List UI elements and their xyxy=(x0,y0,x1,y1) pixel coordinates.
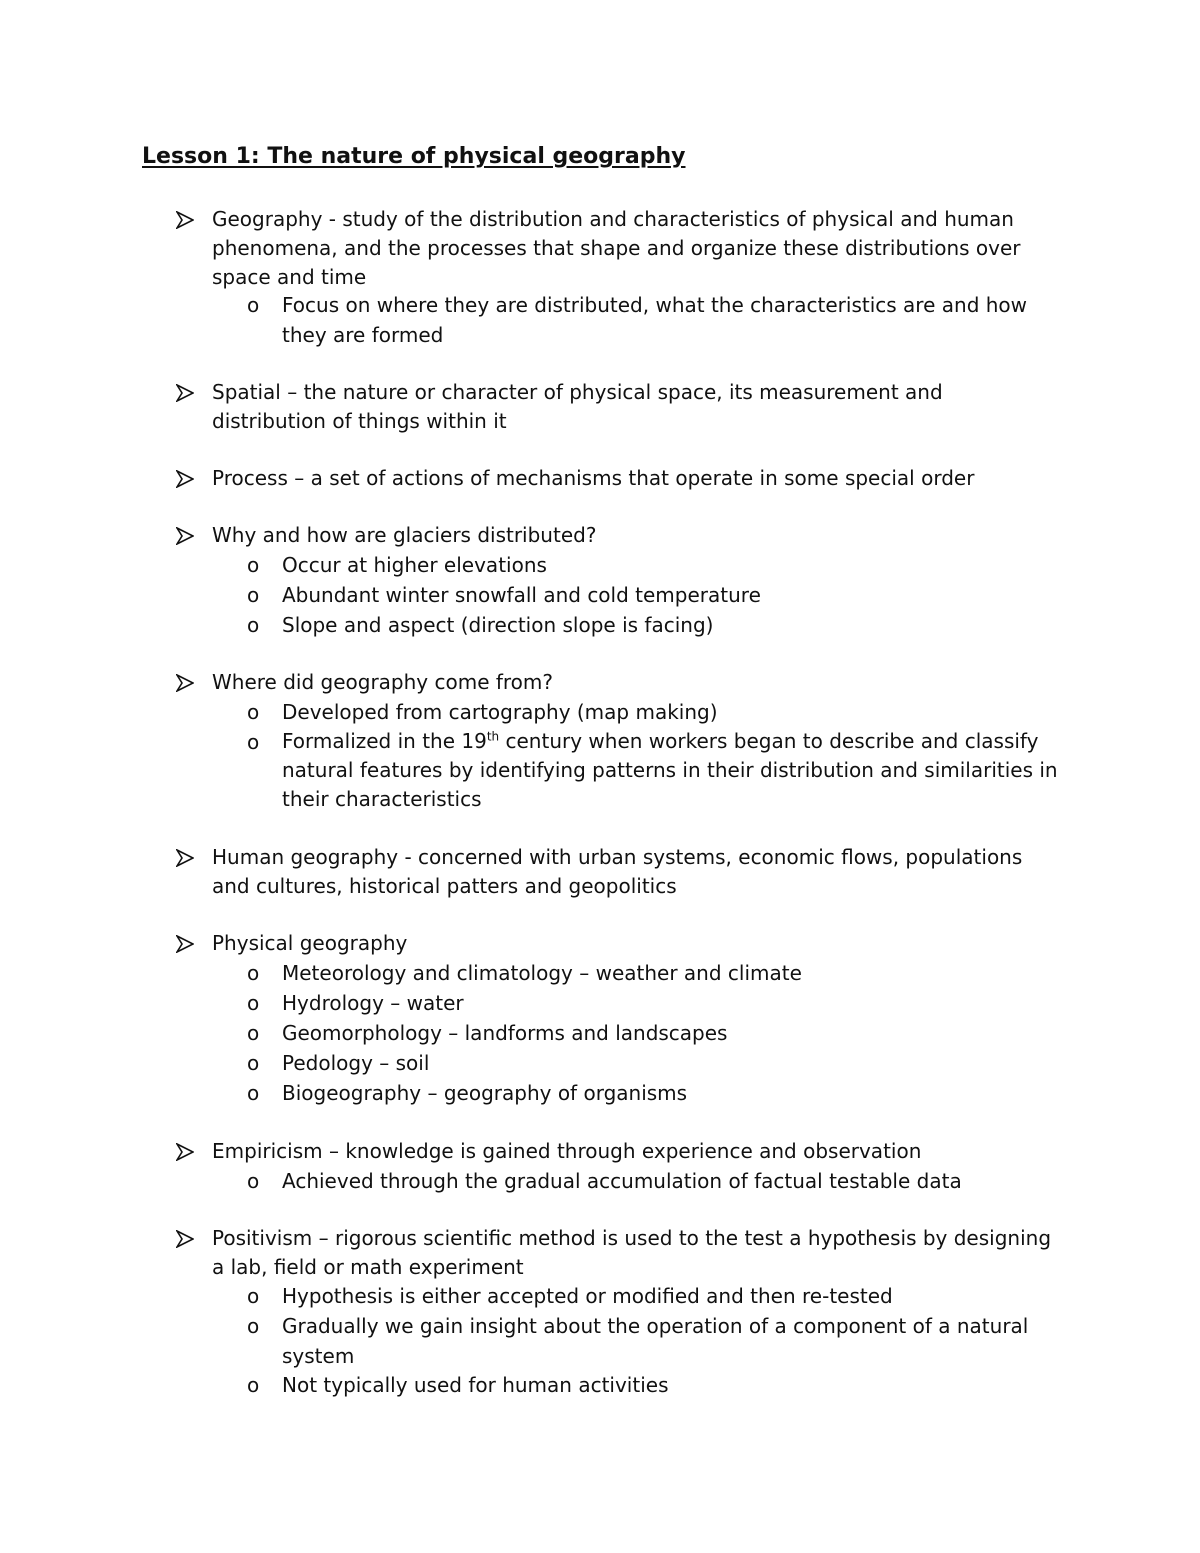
sub-item-text: Biogeography – geography of organisms xyxy=(282,1081,688,1105)
arrowhead-bullet-icon xyxy=(176,1230,196,1250)
circle-bullet-icon: o xyxy=(247,583,260,607)
sub-item-text: Pedology – soil xyxy=(282,1051,430,1075)
bullet-text: Empiricism – knowledge is gained through experience and observation xyxy=(212,1139,922,1163)
sub-item-text: Abundant winter snowfall and cold temperature xyxy=(282,583,761,607)
circle-bullet-icon: o xyxy=(247,991,260,1015)
arrowhead-bullet-icon xyxy=(176,211,196,231)
circle-bullet-icon: o xyxy=(247,700,260,724)
sub-item-text: Meteorology and climatology – weather and climate xyxy=(282,961,802,985)
bullet-text: Spatial – the nature or character of physical space, its measurement and distribution of things within it xyxy=(212,380,943,433)
arrowhead-bullet-icon xyxy=(176,674,196,694)
bullet-text: Positivism – rigorous scientific method is used to the test a hypothesis by designing a lab, field or math experiment xyxy=(212,1226,1052,1279)
formalized-text-end: century when workers began to describe and classify natural features by identifying patterns in their distribution and similarities in their characteristics xyxy=(282,729,1058,811)
arrowhead-bullet-icon xyxy=(176,527,196,547)
circle-bullet-icon: o xyxy=(247,553,260,577)
arrowhead-bullet-icon xyxy=(176,849,196,869)
circle-bullet-icon: o xyxy=(247,1021,260,1045)
sub-item-text xyxy=(282,727,1062,814)
circle-bullet-icon: o xyxy=(247,1284,260,1308)
page-title: Lesson 1: The nature of physical geography xyxy=(142,144,686,169)
sub-item-text: Slope and aspect (direction slope is facing) xyxy=(282,613,714,637)
sub-item-text: Gradually we gain insight about the operation of a component of a natural system xyxy=(282,1314,1029,1368)
sub-item-text: Hydrology – water xyxy=(282,991,464,1015)
sub-item-text: Achieved through the gradual accumulation of factual testable data xyxy=(282,1169,962,1193)
bullet-text: Where did geography come from? xyxy=(212,670,554,694)
ordinal-superscript: th xyxy=(486,729,500,744)
arrowhead-bullet-icon xyxy=(176,384,196,404)
circle-bullet-icon: o xyxy=(247,961,260,985)
circle-bullet-icon: o xyxy=(247,613,260,637)
sub-item-text: Not typically used for human activities xyxy=(282,1373,669,1397)
circle-bullet-icon: o xyxy=(247,1373,260,1397)
sub-item-text: Developed from cartography (map making) xyxy=(282,700,718,724)
sub-item-text: Geomorphology – landforms and landscapes xyxy=(282,1021,728,1045)
circle-bullet-icon: o xyxy=(247,1081,260,1105)
bullet-text: Why and how are glaciers distributed? xyxy=(212,523,597,547)
bullet-text: Geography - study of the distribution and characteristics of physical and human phenomena, and the processes that shape and organize these distributions over space and time xyxy=(212,207,1021,289)
formalized-text-start: Formalized in the 19 xyxy=(282,729,487,753)
sub-item-text: Occur at higher elevations xyxy=(282,553,547,577)
arrowhead-bullet-icon xyxy=(176,935,196,955)
circle-bullet-icon: o xyxy=(247,1051,260,1075)
circle-bullet-icon: o xyxy=(247,1169,260,1193)
arrowhead-bullet-icon xyxy=(176,1143,196,1163)
bullet-text: Human geography - concerned with urban systems, economic flows, populations and cultures, historical patters and geopolitics xyxy=(212,845,1023,898)
bullet-text: Process – a set of actions of mechanisms that operate in some special order xyxy=(212,466,975,490)
circle-bullet-icon: o xyxy=(247,293,260,317)
sub-item-text: Focus on where they are distributed, what the characteristics are and how they are formed xyxy=(282,293,1028,347)
circle-bullet-icon: o xyxy=(247,730,260,754)
arrowhead-bullet-icon xyxy=(176,470,196,490)
sub-item-text: Hypothesis is either accepted or modified and then re-tested xyxy=(282,1284,893,1308)
bullet-text: Physical geography xyxy=(212,931,408,955)
circle-bullet-icon: o xyxy=(247,1314,260,1338)
